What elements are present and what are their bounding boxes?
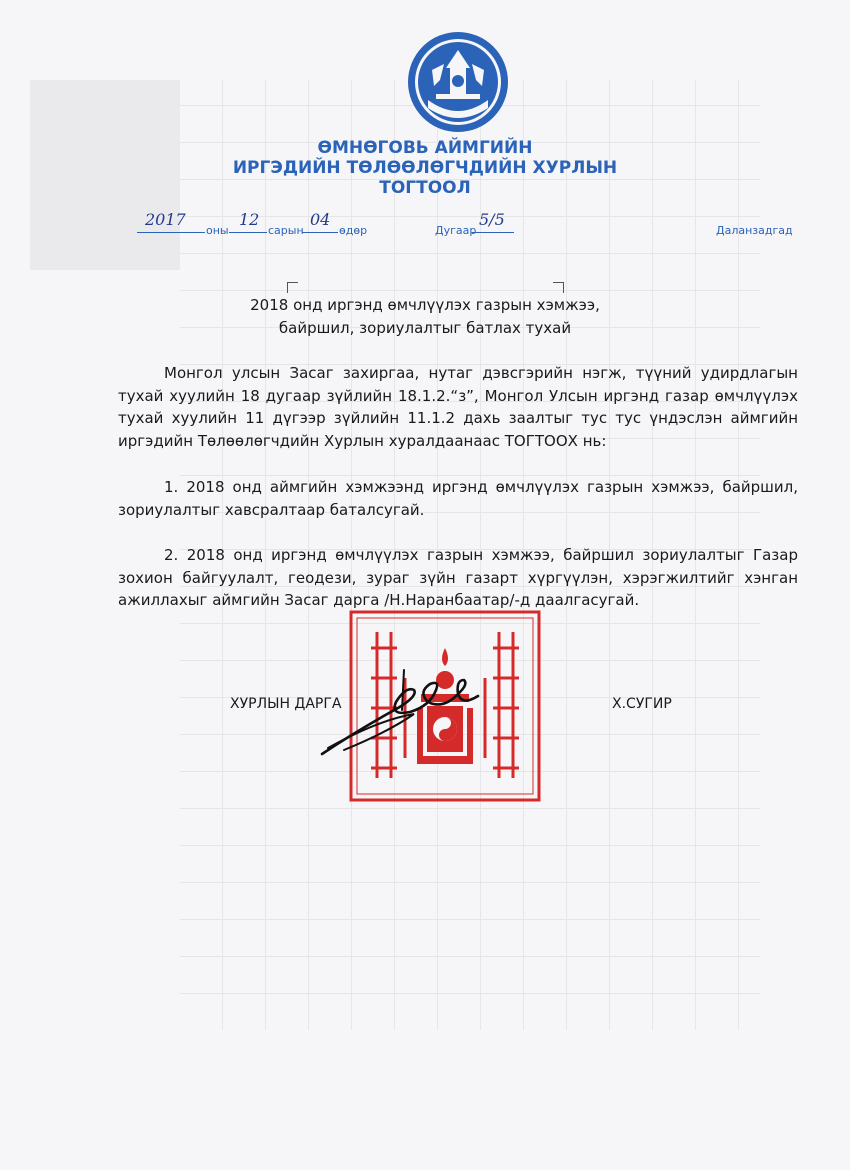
- day-label: өдөр: [339, 224, 368, 237]
- resolution-item-1: 1. 2018 онд аймгийн хэмжээнд иргэнд өмчлүүлэх газрын хэмжээ, байршил, зориулалтыг хавсралтаар баталсугай.: [118, 478, 798, 519]
- resolution-item-2: 2. 2018 онд иргэнд өмчлүүлэх газрын хэмжээ, байршил зориулалтыг Газар зохион байгуулалт, геодези, зураг зүйн газарт хүргүүлэн, хэрэгжилтийг хэнган ажиллахыг аймгийн Засаг дарга /Н.Наранбаатар/-д даалгасугай.: [118, 546, 798, 609]
- title-line-2: байршил, зориулалтыг батлах тухай: [278, 319, 572, 337]
- year-label: оны: [206, 224, 229, 237]
- header-line-3: ТОГТООЛ: [379, 178, 471, 198]
- month-handwritten: 12: [239, 210, 260, 229]
- title-line-1: 2018 онд иргэнд өмчлүүлэх газрын хэмжээ,: [250, 296, 600, 314]
- title-corner-left: [287, 282, 298, 293]
- signatory-title: ХУРЛЫН ДАРГА: [230, 696, 342, 712]
- state-emblem-icon: [406, 30, 510, 134]
- header-line-1: ӨМНӨГОВЬ АЙМГИЙН: [317, 138, 533, 158]
- place-label: Даланзадгад: [716, 224, 793, 237]
- signatory-name: Х.СУГИР: [612, 696, 672, 712]
- number-handwritten: 5/5: [479, 210, 505, 229]
- month-label: сарын: [268, 224, 304, 237]
- title-corner-right: [553, 282, 564, 293]
- number-label: Дугаар: [435, 224, 477, 237]
- day-handwritten: 04: [310, 210, 331, 229]
- header-line-2: ИРГЭДИЙН ТӨЛӨӨЛӨГЧДИЙН ХУРЛЫН: [232, 158, 618, 178]
- date-number-row: [0, 210, 850, 246]
- year-handwritten: 2017: [145, 210, 186, 229]
- handwritten-signature-icon: [318, 650, 488, 760]
- preamble-paragraph: Монгол улсын Засаг захиргаа, нутаг дэвсгэрийн нэгж, түүний удирдлагын тухай хуулийн 18 дугаар зүйлийн 18.1.2.“з”, Монгол Улсын иргэнд газар өмчлүүлэх тухай хуулийн 11 дүгээр зүйлийн 11.1.2 дахь заалтыг тус тус үндэслэн аймгийн иргэдийн Төлөөлөгчдийн Хурлын хуралдаанаас ТОГТООХ нь:: [118, 364, 798, 450]
